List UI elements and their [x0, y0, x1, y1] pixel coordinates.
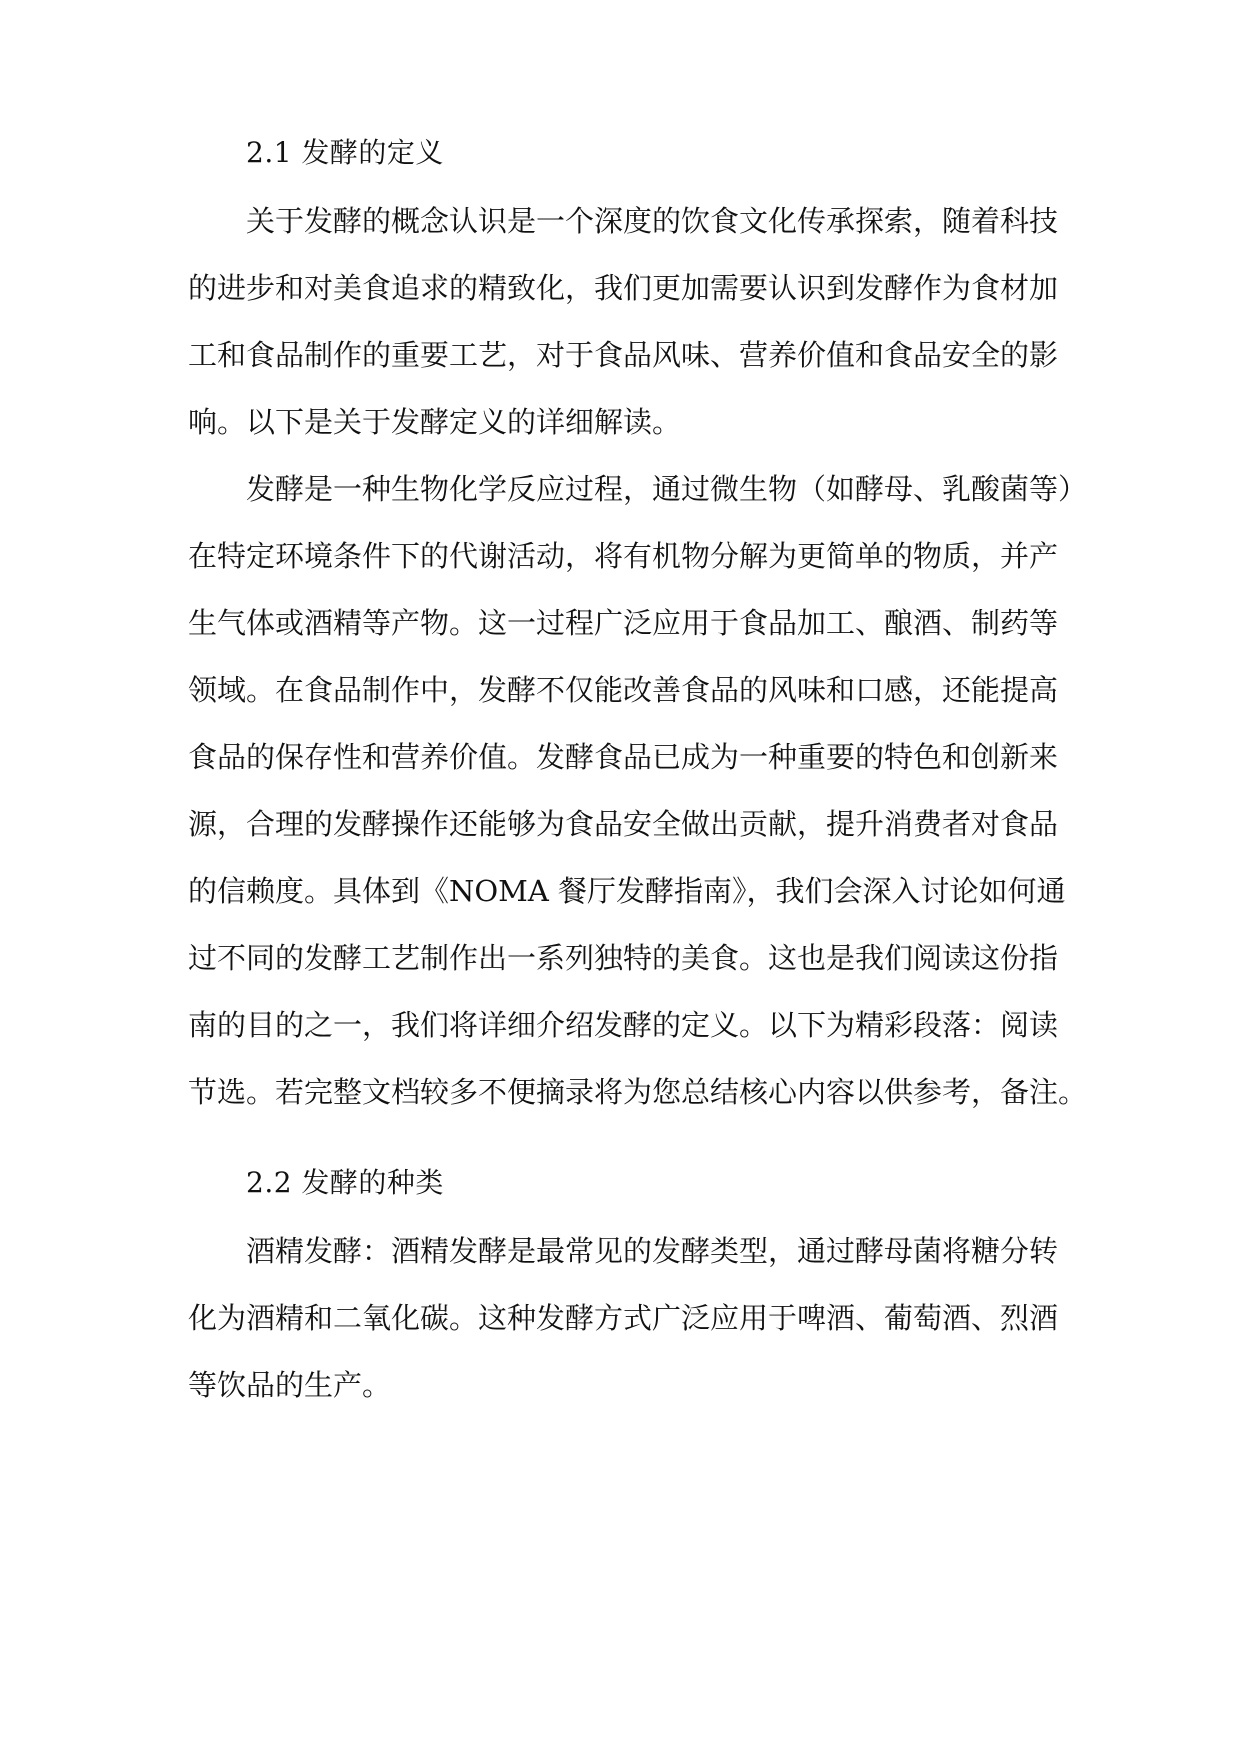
paragraph-line: 节选。若完整文档较多不便摘录将为您总结核心内容以供参考，备注。 [188, 1075, 1088, 1109]
paragraph-line: 关于发酵的概念认识是一个深度的饮食文化传承探索，随着科技 [246, 204, 1059, 238]
paragraph-line: 等饮品的生产。 [188, 1368, 392, 1402]
paragraph-line: 酒精发酵：酒精发酵是最常见的发酵类型，通过酵母菌将糖分转 [246, 1234, 1059, 1268]
paragraph-line: 南的目的之一，我们将详细介绍发酵的定义。以下为精彩段落：阅读 [188, 1008, 1059, 1042]
paragraph-line: 在特定环境条件下的代谢活动，将有机物分解为更简单的物质，并产 [188, 539, 1059, 573]
paragraph-line: 食品的保存性和营养价值。发酵食品已成为一种重要的特色和创新来 [188, 740, 1059, 774]
paragraph-line: 源，合理的发酵操作还能够为食品安全做出贡献，提升消费者对食品 [188, 807, 1059, 841]
section-heading-2-1: 2.1 发酵的定义 [246, 136, 444, 169]
paragraph-line: 过不同的发酵工艺制作出一系列独特的美食。这也是我们阅读这份指 [188, 941, 1059, 975]
paragraph-line: 化为酒精和二氧化碳。这种发酵方式广泛应用于啤酒、葡萄酒、烈酒 [188, 1301, 1059, 1335]
section-heading-2-2: 2.2 发酵的种类 [246, 1166, 444, 1199]
paragraph-line: 的信赖度。具体到《NOMA 餐厅发酵指南》，我们会深入讨论如何通 [188, 874, 1066, 908]
paragraph-line: 领域。在食品制作中，发酵不仅能改善食品的风味和口感，还能提高 [188, 673, 1059, 707]
paragraph-line: 工和食品制作的重要工艺，对于食品风味、营养价值和食品安全的影 [188, 338, 1059, 372]
paragraph-line: 生气体或酒精等产物。这一过程广泛应用于食品加工、酿酒、制药等 [188, 606, 1059, 640]
paragraph-line: 响。以下是关于发酵定义的详细解读。 [188, 405, 682, 439]
paragraph-line: 发酵是一种生物化学反应过程，通过微生物（如酵母、乳酸菌等） [246, 472, 1088, 506]
paragraph-line: 的进步和对美食追求的精致化，我们更加需要认识到发酵作为食材加 [188, 271, 1059, 305]
